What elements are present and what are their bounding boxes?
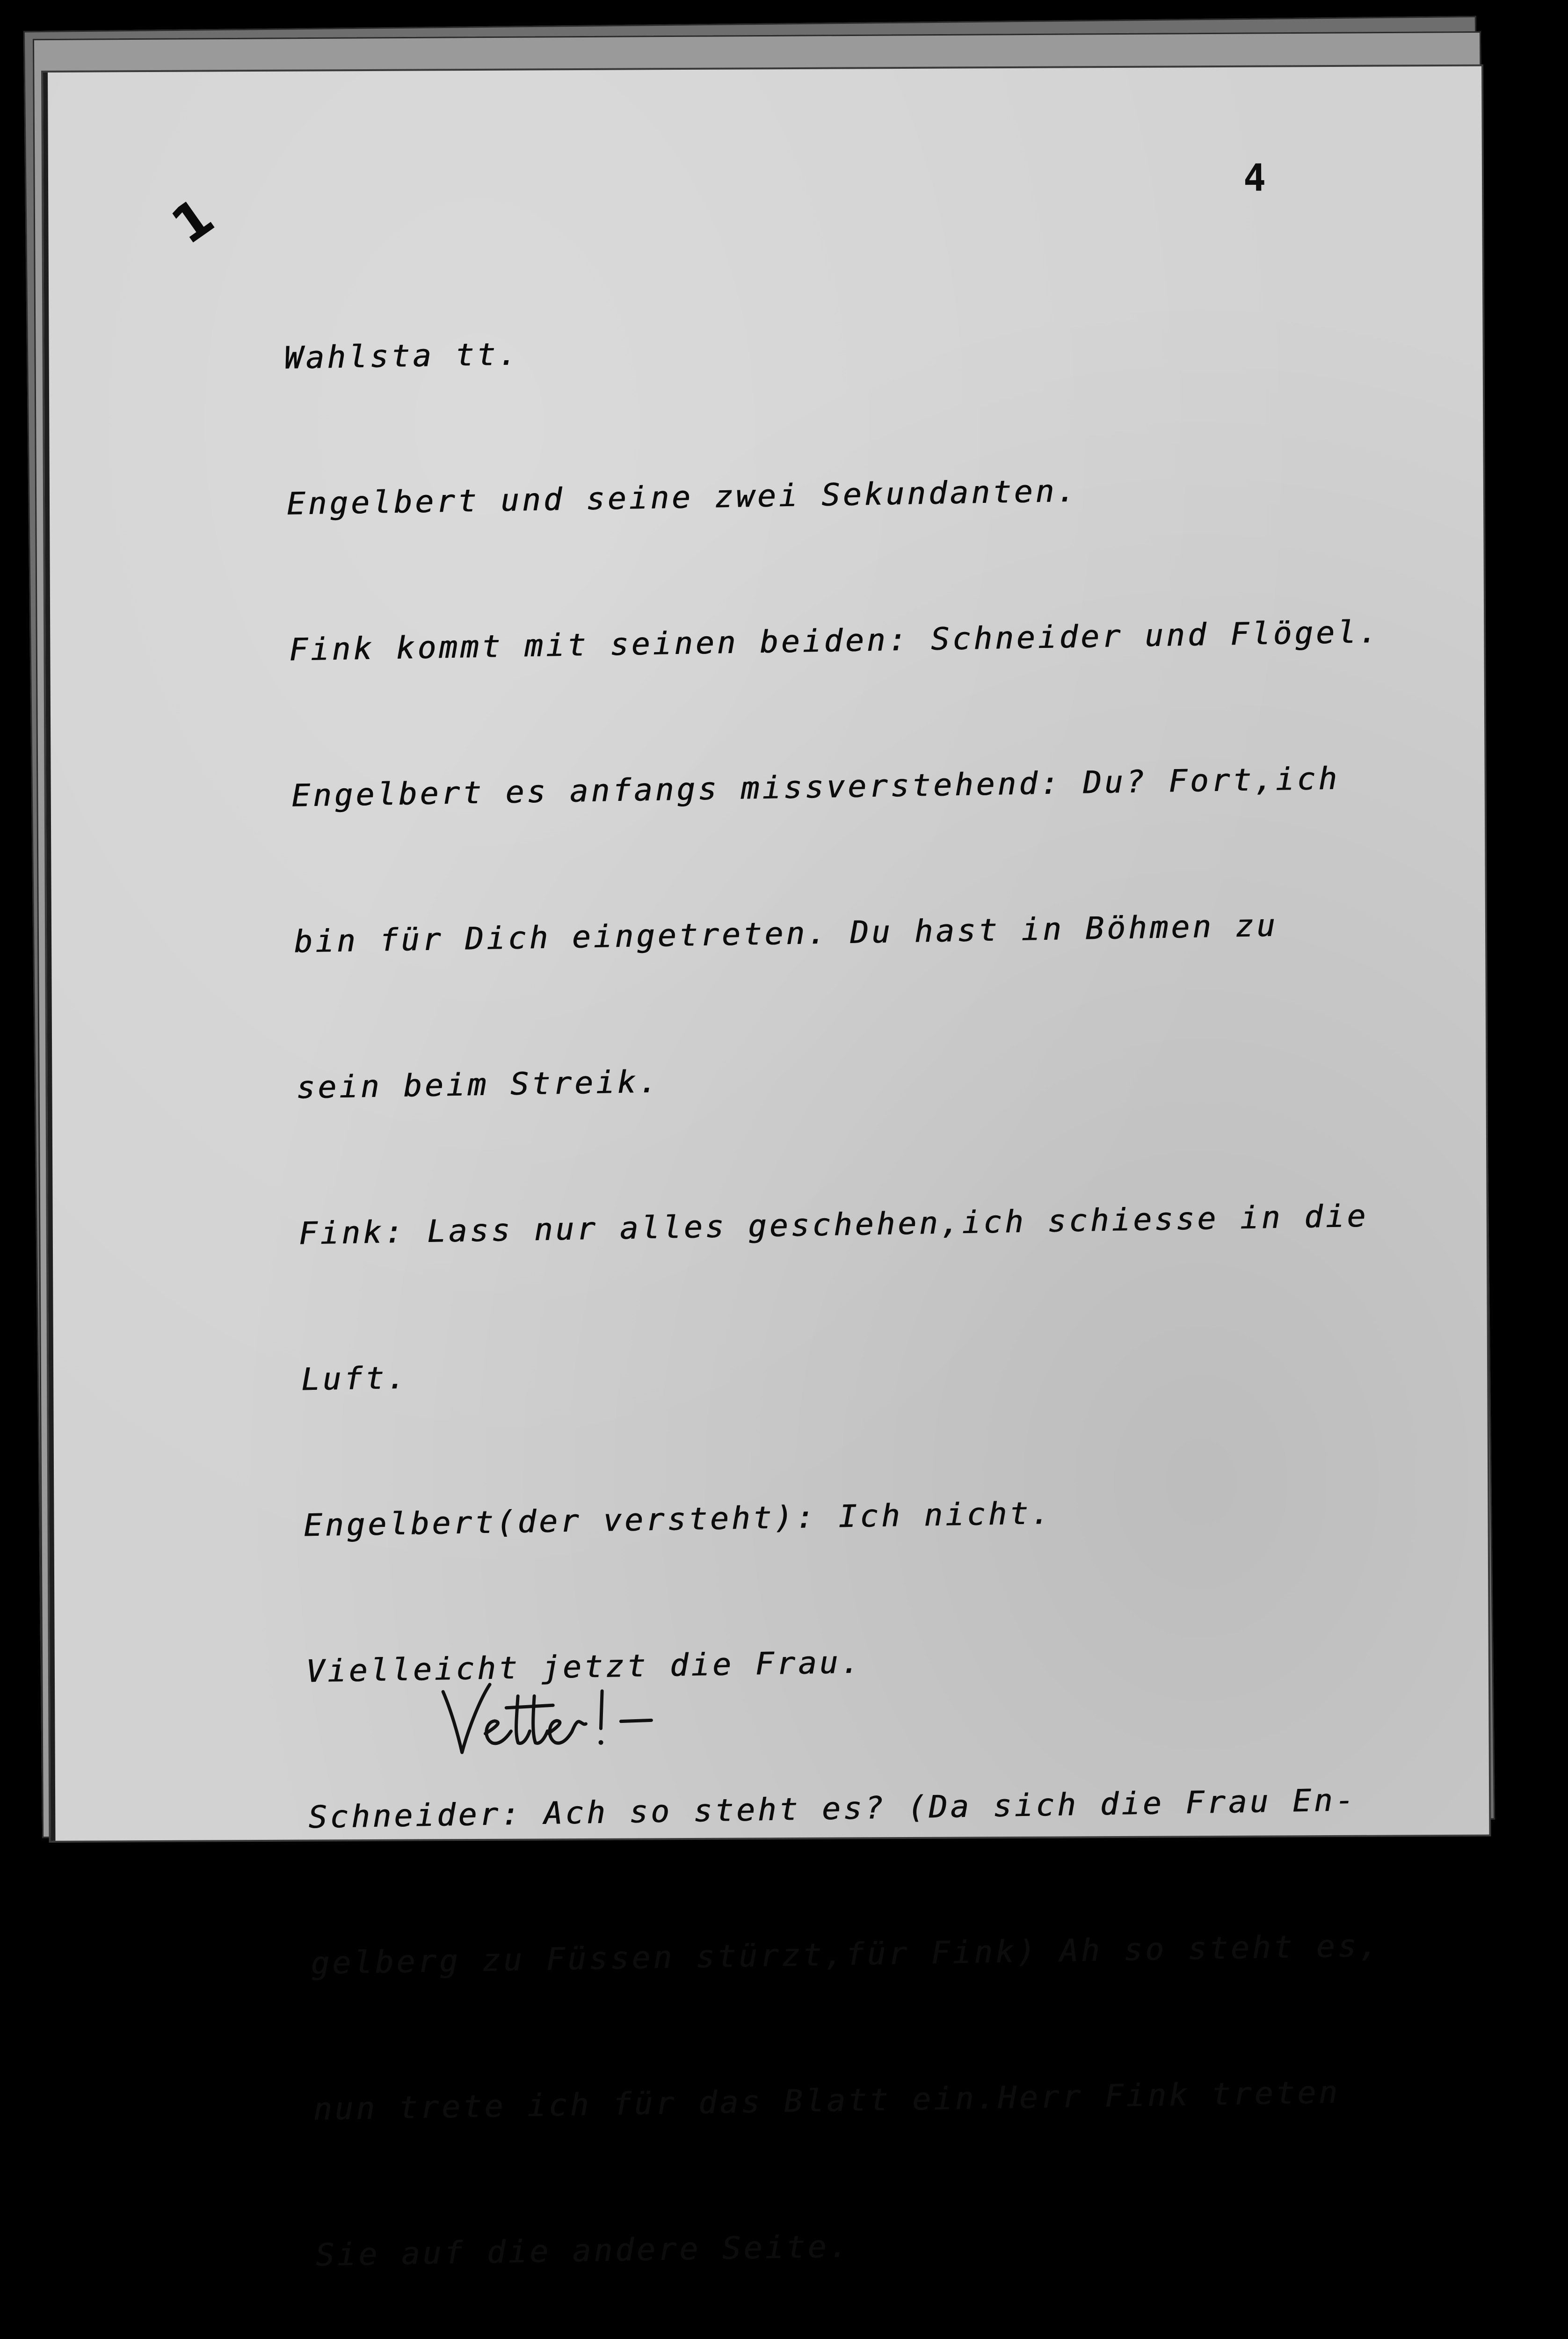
text-line: Engelbert und seine zwei Sekundanten. <box>286 472 1079 522</box>
text-line: Fink kommt mit seinen beiden: Schneider und Flögel. <box>289 613 1380 668</box>
text-line: nun trete ich für das Blatt ein.Herr Fink treten <box>312 2074 1341 2128</box>
text-line: Sie auf die andere Seite. <box>315 2228 851 2274</box>
text-line: sein beim Streik. <box>296 1063 661 1106</box>
text-line: Schneider: Ach so steht es? (Da sich die Frau En- <box>308 1782 1357 1836</box>
text-line: Engelbert(der versteht): Ich nicht. <box>303 1495 1053 1544</box>
handwritten-signature <box>436 1651 670 1764</box>
corner-mark: 1 <box>160 186 225 256</box>
typewritten-text <box>283 229 1520 2339</box>
text-line: Engelbert es anfangs missverstehend: Du? Fort,ich <box>291 760 1340 814</box>
page-number: 4 <box>1243 156 1266 200</box>
text-line: Fink: Lass nur alles geschehen,ich schiesse in die <box>298 1198 1369 1252</box>
text-line: gelberg zu Füssen stürzt,für Fink) Ah so steht es, <box>310 1927 1381 1982</box>
document-page <box>43 66 1489 2274</box>
text-line: Vielleicht jetzt die Frau. <box>305 1644 863 1690</box>
text-line: bin für Dich eingetreten. Du hast in Böhmen zu <box>293 907 1278 960</box>
text-line: Luft. <box>301 1359 409 1398</box>
text-line: Wahlsta tt. <box>283 336 520 376</box>
